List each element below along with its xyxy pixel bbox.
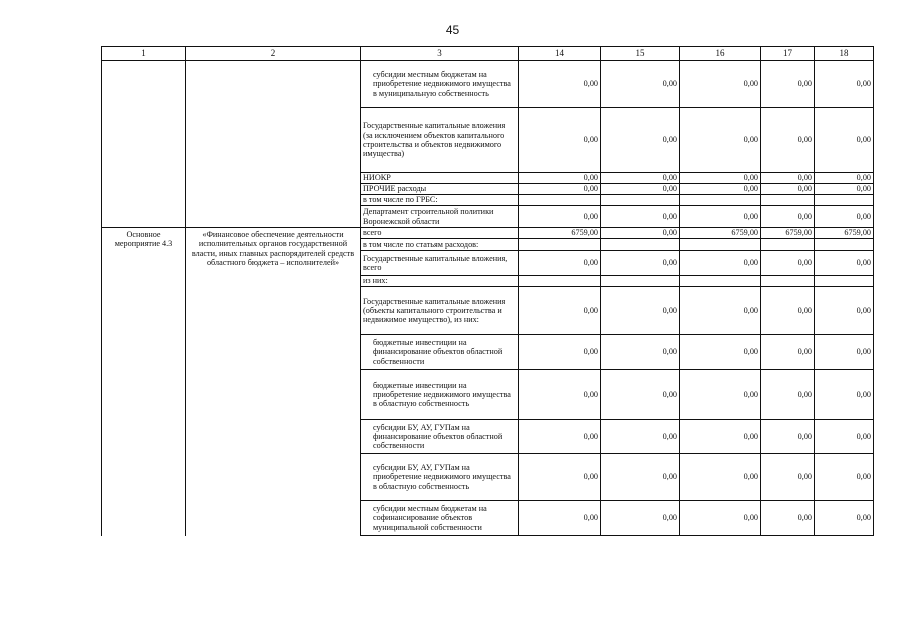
- amount-cell: 0,00: [761, 108, 815, 173]
- amount-cell: 0,00: [519, 370, 601, 420]
- expense-item-label: из них:: [361, 276, 519, 287]
- expense-item-label: бюджетные инвестиции на финансирование объектов областной собственности: [361, 335, 519, 370]
- amount-cell: 0,00: [601, 173, 680, 184]
- amount-cell: [680, 195, 761, 206]
- measure-description-cell: «Финансовое обеспечение деятельности исполнительных органов государственной власти, иных главных распорядителей средств областного бюджета – исполнителей»: [186, 228, 361, 536]
- amount-cell: 0,00: [815, 184, 874, 195]
- amount-cell: 0,00: [519, 184, 601, 195]
- amount-cell: [761, 195, 815, 206]
- amount-cell: [519, 276, 601, 287]
- amount-cell: [815, 276, 874, 287]
- amount-cell: 0,00: [761, 287, 815, 335]
- amount-cell: [680, 239, 761, 251]
- expense-item-label: всего: [361, 228, 519, 239]
- amount-cell: 0,00: [519, 206, 601, 228]
- expense-item-label: субсидии местным бюджетам на софинансирование объектов муниципальной собственности: [361, 501, 519, 536]
- amount-cell: 0,00: [601, 206, 680, 228]
- amount-cell: 6759,00: [761, 228, 815, 239]
- column-header: 16: [680, 47, 761, 61]
- column-header: 3: [361, 47, 519, 61]
- budget-table: [101, 46, 874, 536]
- amount-cell: 0,00: [601, 184, 680, 195]
- amount-cell: 0,00: [761, 206, 815, 228]
- expense-item-label: Государственные капитальные вложения, всего: [361, 251, 519, 276]
- amount-cell: 0,00: [601, 454, 680, 501]
- column-header: 17: [761, 47, 815, 61]
- amount-cell: [601, 239, 680, 251]
- amount-cell: 0,00: [519, 61, 601, 108]
- expense-item-label: субсидии местным бюджетам на приобретение недвижимого имущества в муниципальную собственность: [361, 61, 519, 108]
- amount-cell: 0,00: [680, 61, 761, 108]
- amount-cell: 0,00: [761, 251, 815, 276]
- amount-cell: 0,00: [815, 251, 874, 276]
- table-row: [102, 228, 874, 239]
- amount-cell: 0,00: [815, 287, 874, 335]
- amount-cell: [601, 276, 680, 287]
- amount-cell: [680, 276, 761, 287]
- amount-cell: 6759,00: [519, 228, 601, 239]
- amount-cell: 0,00: [680, 501, 761, 536]
- amount-cell: 0,00: [815, 420, 874, 454]
- column-header: 14: [519, 47, 601, 61]
- amount-cell: 0,00: [815, 370, 874, 420]
- amount-cell: 0,00: [680, 454, 761, 501]
- table-row: [102, 61, 874, 108]
- amount-cell: [761, 276, 815, 287]
- amount-cell: 0,00: [680, 173, 761, 184]
- expense-item-label: ПРОЧИЕ расходы: [361, 184, 519, 195]
- amount-cell: 6759,00: [680, 228, 761, 239]
- amount-cell: 6759,00: [815, 228, 874, 239]
- column-header: 2: [186, 47, 361, 61]
- expense-item-label: субсидии БУ, АУ, ГУПам на финансирование объектов областной собственности: [361, 420, 519, 454]
- expense-item-label: в том числе по ГРБС:: [361, 195, 519, 206]
- column-header: 18: [815, 47, 874, 61]
- page-number: 45: [445, 23, 460, 37]
- amount-cell: 0,00: [680, 420, 761, 454]
- column-header: 1: [102, 47, 186, 61]
- amount-cell: 0,00: [601, 370, 680, 420]
- amount-cell: 0,00: [680, 287, 761, 335]
- amount-cell: 0,00: [601, 501, 680, 536]
- amount-cell: 0,00: [519, 420, 601, 454]
- amount-cell: 0,00: [761, 454, 815, 501]
- amount-cell: 0,00: [680, 335, 761, 370]
- amount-cell: 0,00: [815, 335, 874, 370]
- amount-cell: 0,00: [815, 61, 874, 108]
- measure-description-cell: [186, 61, 361, 228]
- amount-cell: 0,00: [761, 501, 815, 536]
- amount-cell: 0,00: [519, 108, 601, 173]
- amount-cell: 0,00: [815, 501, 874, 536]
- column-header: 15: [601, 47, 680, 61]
- amount-cell: 0,00: [601, 108, 680, 173]
- amount-cell: [761, 239, 815, 251]
- amount-cell: 0,00: [680, 184, 761, 195]
- amount-cell: 0,00: [761, 420, 815, 454]
- expense-item-label: НИОКР: [361, 173, 519, 184]
- expense-item-label: бюджетные инвестиции на приобретение недвижимого имущества в областную собственность: [361, 370, 519, 420]
- expense-item-label: в том числе по статьям расходов:: [361, 239, 519, 251]
- expense-item-label: Департамент строительной политики Воронежской области: [361, 206, 519, 228]
- amount-cell: [519, 195, 601, 206]
- amount-cell: 0,00: [519, 287, 601, 335]
- amount-cell: 0,00: [519, 251, 601, 276]
- amount-cell: 0,00: [680, 206, 761, 228]
- amount-cell: 0,00: [680, 251, 761, 276]
- amount-cell: [519, 239, 601, 251]
- amount-cell: 0,00: [601, 251, 680, 276]
- amount-cell: 0,00: [519, 335, 601, 370]
- amount-cell: 0,00: [761, 335, 815, 370]
- amount-cell: [815, 239, 874, 251]
- amount-cell: 0,00: [601, 335, 680, 370]
- amount-cell: 0,00: [815, 454, 874, 501]
- amount-cell: 0,00: [601, 61, 680, 108]
- expense-item-label: Государственные капитальные вложения (объекты капитального строительства и недвижимое имущество), из них:: [361, 287, 519, 335]
- amount-cell: 0,00: [761, 184, 815, 195]
- amount-cell: 0,00: [761, 61, 815, 108]
- measure-code-cell: Основное мероприятие 4.3: [102, 228, 186, 536]
- amount-cell: 0,00: [519, 454, 601, 501]
- amount-cell: 0,00: [815, 108, 874, 173]
- expense-item-label: субсидии БУ, АУ, ГУПам на приобретение недвижимого имущества в областную собственность: [361, 454, 519, 501]
- amount-cell: 0,00: [815, 206, 874, 228]
- amount-cell: 0,00: [761, 173, 815, 184]
- amount-cell: 0,00: [601, 420, 680, 454]
- amount-cell: 0,00: [519, 501, 601, 536]
- amount-cell: [601, 195, 680, 206]
- amount-cell: 0,00: [601, 287, 680, 335]
- amount-cell: 0,00: [601, 228, 680, 239]
- amount-cell: 0,00: [680, 370, 761, 420]
- amount-cell: [815, 195, 874, 206]
- amount-cell: 0,00: [815, 173, 874, 184]
- measure-code-cell: [102, 61, 186, 228]
- expense-item-label: Государственные капитальные вложения (за исключением объектов капитального строительства и объектов недвижимого имущества): [361, 108, 519, 173]
- amount-cell: 0,00: [680, 108, 761, 173]
- header-row: [102, 47, 874, 61]
- amount-cell: 0,00: [761, 370, 815, 420]
- amount-cell: 0,00: [519, 173, 601, 184]
